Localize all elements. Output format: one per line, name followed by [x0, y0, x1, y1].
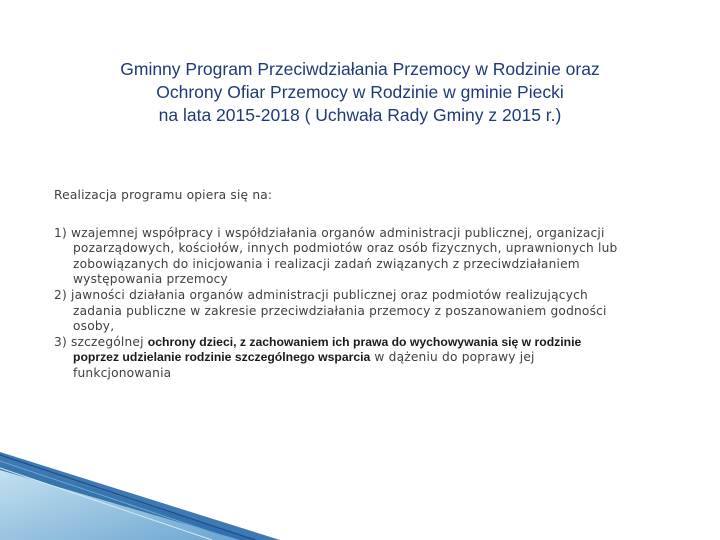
item-3-line-1 — [54, 335, 694, 351]
list-item-1 — [54, 226, 694, 288]
item-3-prefix: 3) szczególnej — [54, 334, 148, 349]
slide-title — [40, 58, 680, 127]
title-line-2: Ochrony Ofiar Przemocy w Rodzinie w gminie Piecki — [156, 82, 564, 102]
item-1-line-4: występowania przemocy — [73, 272, 228, 287]
item-3-rest: w dążeniu do poprawy jej — [370, 350, 535, 365]
title-line-3: na lata 2015-2018 ( Uchwała Rady Gminy z 2015 r.) — [158, 105, 562, 125]
item-1-line-3: zobowiązanych do inicjowania i realizacji zadań związanych z przeciwdziałaniem — [73, 256, 580, 271]
item-1-line-1: 1) wzajemnej współpracy i współdziałania organów administracji publicznej, organizacji — [54, 225, 605, 240]
item-2-line-1: 2) jawności działania organów administracji publicznej oraz podmiotów realizujących — [54, 287, 588, 302]
item-1-line-2: pozarządowych, kościołów, innych podmiotów oraz osób fizycznych, uprawnionych lub — [73, 241, 618, 256]
title-line-1: Gminny Program Przeciwdziałania Przemocy w Rodzinie oraz — [120, 59, 600, 79]
intro-text: Realizacja programu opiera się na: — [54, 188, 273, 202]
slide-body — [54, 188, 694, 382]
item-2-line-2: zadania publiczne w zakresie przeciwdziałania przemocy z poszanowaniem godności — [73, 303, 607, 318]
item-3-line-2 — [54, 350, 694, 366]
item-2-line-3: osoby, — [73, 319, 115, 334]
item-3-bold-1: ochrony dzieci, z zachowaniem ich prawa do wychowywania się w rodzinie — [147, 334, 582, 349]
list-item-3 — [54, 335, 694, 382]
item-3-bold-2: poprzez udzielanie rodzinie szczególnego wsparcia — [73, 350, 371, 365]
list-item-2 — [54, 288, 694, 335]
item-3-line-3: funkcjonowania — [73, 365, 172, 380]
